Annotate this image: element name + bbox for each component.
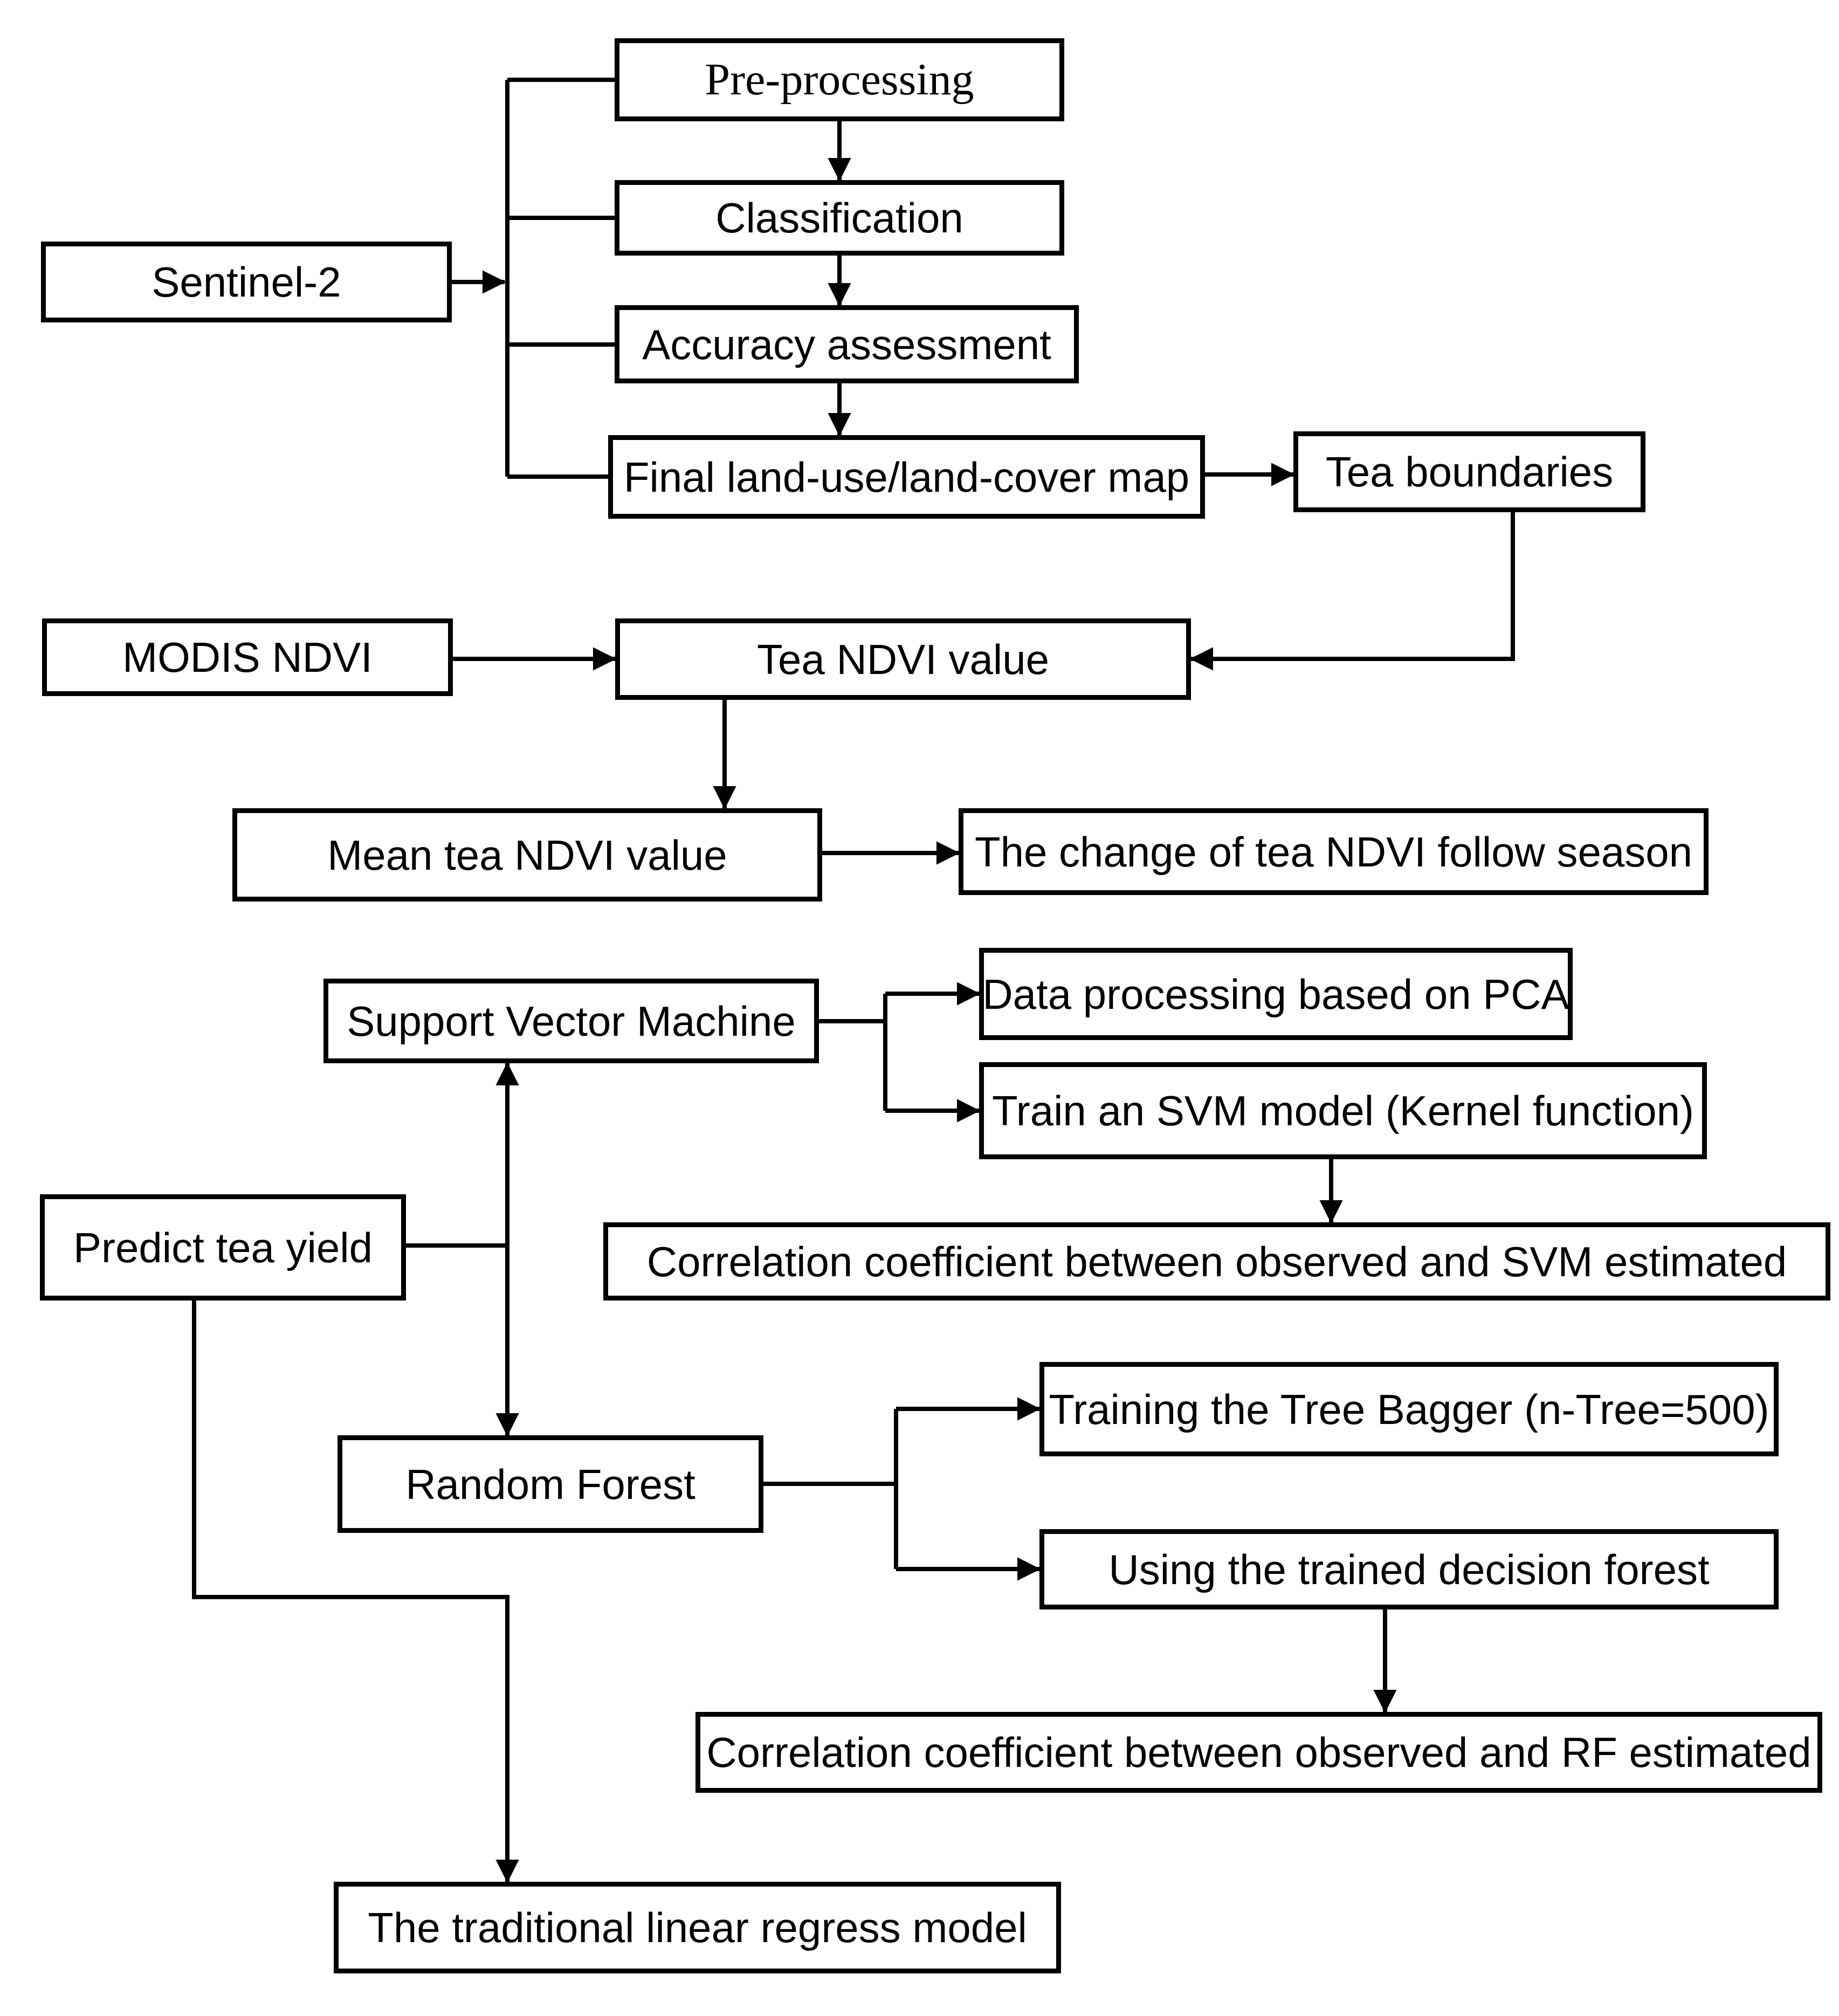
node-traditional-linear-regress-model: The traditional linear regress model — [334, 1882, 1061, 1973]
branch-bracket-rf — [763, 1409, 896, 1569]
branch-bracket-sentinel2 — [507, 80, 615, 477]
node-accuracy-assessment: Accuracy assessment — [615, 305, 1079, 383]
node-train-svm-model: Train an SVM model (Kernel function) — [979, 1062, 1707, 1159]
node-predict-tea-yield: Predict tea yield — [40, 1194, 406, 1301]
node-classification: Classification — [615, 180, 1064, 256]
node-sentinel-2: Sentinel-2 — [41, 242, 452, 322]
node-support-vector-machine: Support Vector Machine — [323, 979, 819, 1063]
node-correlation-rf: Correlation coefficient between observed and RF estimated — [695, 1712, 1822, 1793]
node-final-land-use-land-cover-map: Final land-use/land-cover map — [608, 435, 1205, 519]
branch-bracket-svm — [819, 994, 885, 1111]
node-random-forest: Random Forest — [338, 1435, 763, 1533]
node-tea-ndvi-value: Tea NDVI value — [615, 618, 1191, 700]
node-correlation-svm: Correlation coefficient between observed and SVM estimated — [603, 1222, 1830, 1301]
node-pre-processing: Pre-processing — [615, 38, 1064, 121]
node-tea-boundaries: Tea boundaries — [1293, 431, 1645, 512]
node-training-tree-bagger: Training the Tree Bagger (n-Tree=500) — [1039, 1362, 1779, 1456]
node-using-trained-decision-forest: Using the trained decision forest — [1039, 1529, 1779, 1609]
node-modis-ndvi: MODIS NDVI — [42, 618, 453, 696]
edge-predict-traditional — [194, 1301, 507, 1882]
node-data-processing-pca: Data processing based on PCA — [979, 948, 1573, 1040]
edge-teaboundaries-teandvi — [1191, 512, 1513, 659]
node-mean-tea-ndvi-value: Mean tea NDVI value — [232, 808, 822, 902]
node-change-of-tea-ndvi: The change of tea NDVI follow season — [959, 808, 1709, 895]
